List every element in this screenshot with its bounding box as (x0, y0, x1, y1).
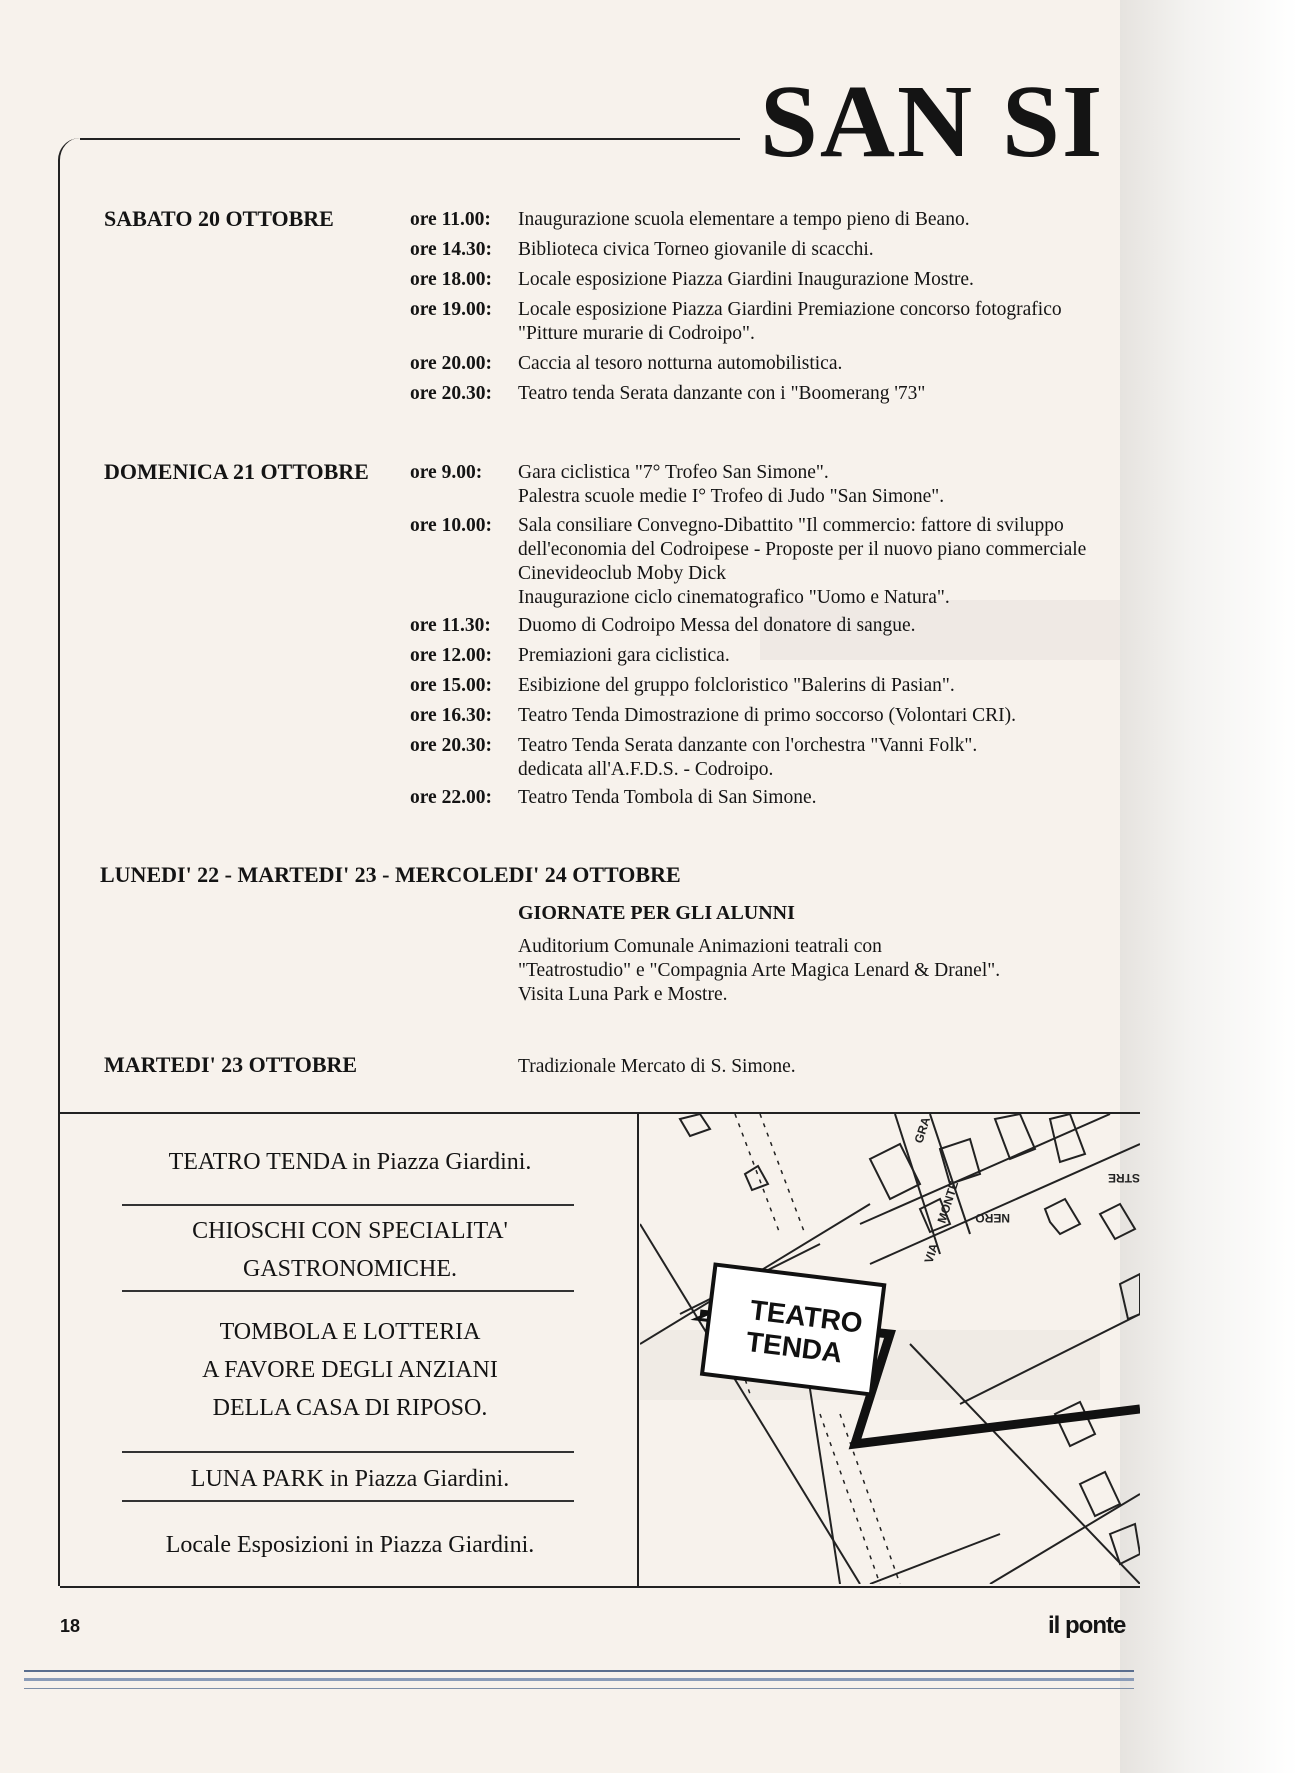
info-item: LUNA PARK in Piazza Giardini. (190, 1466, 510, 1492)
info-separator (122, 1204, 574, 1206)
info-item: TOMBOLA E LOTTERIA A FAVORE DEGLI ANZIANI DELLA CASA DI RIPOSO. (202, 1319, 498, 1421)
event-text: Teatro tenda Serata danzante con i "Boomerang '73" (518, 383, 926, 404)
event-row (410, 734, 1130, 782)
day-heading: SABATO 20 OTTOBRE (104, 206, 334, 231)
event-row (410, 704, 1130, 728)
info-box-divider (637, 1112, 639, 1586)
page-title: SAN SI (760, 64, 1105, 179)
event-text: Teatro Tenda Dimostrazione di primo soccorso (Volontari CRI). (518, 705, 1017, 726)
event-time: ore 22.00: (410, 787, 492, 808)
event-row (410, 268, 1130, 292)
info-item: Locale Esposizioni in Piazza Giardini. (165, 1532, 535, 1558)
info-box-bottom-rule (60, 1586, 1140, 1588)
event-text: Locale esposizione Piazza Giardini Premiazione concorso fotografico "Pitture murarie di Codroipo". (518, 299, 1062, 344)
event-text: Duomo di Codroipo Messa del donatore di sangue. (518, 615, 916, 636)
event-row (410, 298, 1130, 346)
event-text: Teatro Tenda Tombola di San Simone. (518, 787, 817, 808)
event-row (410, 786, 1130, 810)
map-street-label: VIA (921, 1241, 942, 1265)
event-time: ore 16.30: (410, 705, 492, 726)
event-time: ore 10.00: (410, 515, 492, 536)
footer-rule (24, 1670, 1134, 1672)
event-text: Esibizione del gruppo folcloristico "Balerins di Pasian". (518, 675, 955, 696)
map-street-label: STRE (1107, 1171, 1140, 1185)
event-row (410, 644, 1130, 668)
event-time: ore 11.30: (410, 615, 491, 636)
info-item: CHIOSCHI CON SPECIALITA' GASTRONOMICHE. (192, 1218, 508, 1282)
event-row (410, 461, 1130, 509)
magazine-logo: il ponte (1048, 1612, 1126, 1639)
event-text: Premiazioni gara ciclistica. (518, 645, 730, 666)
event-text: Biblioteca civica Torneo giovanile di scacchi. (518, 239, 874, 260)
event-time: ore 20.30: (410, 735, 492, 756)
footer-rule (24, 1688, 1134, 1689)
event-row (410, 514, 1130, 610)
event-text: Locale esposizione Piazza Giardini Inaugurazione Mostre. (518, 269, 974, 290)
event-time: ore 19.00: (410, 299, 492, 320)
info-separator (122, 1500, 574, 1502)
event-text: Teatro Tenda Serata danzante con l'orchestra "Vanni Folk". dedicata all'A.F.D.S. - Codroipo. (518, 735, 978, 780)
map-label-teatro: TEATRO (748, 1294, 865, 1339)
info-separator (122, 1451, 574, 1453)
event-time: ore 15.00: (410, 675, 492, 696)
day-heading: DOMENICA 21 OTTOBRE (104, 459, 369, 484)
map-street-label: NERO (975, 1211, 1010, 1225)
event-row (410, 674, 1130, 698)
info-separator (122, 1290, 574, 1292)
event-text: Inaugurazione scuola elementare a tempo pieno di Beano. (518, 209, 970, 230)
event-row (410, 382, 1130, 406)
page-edge-shadow (1120, 0, 1298, 1773)
map-street-label: GRA (911, 1115, 934, 1145)
event-row (410, 614, 1130, 638)
event-time: ore 9.00: (410, 462, 483, 483)
footer-rule (24, 1678, 1134, 1681)
street-map (640, 1114, 1140, 1584)
market-text: Tradizionale Mercato di S. Simone. (518, 1056, 796, 1077)
school-days-text: Auditorium Comunale Animazioni teatrali con "Teatrostudio" e "Compagnia Arte Magica Lenard & Dranel". Visita Luna Park e Mostre. (518, 936, 1001, 1005)
event-time: ore 20.00: (410, 353, 492, 374)
info-item: TEATRO TENDA in Piazza Giardini. (168, 1149, 532, 1175)
event-time: ore 18.00: (410, 269, 492, 290)
event-row (410, 208, 1130, 232)
event-time: ore 20.30: (410, 383, 492, 404)
event-time: ore 12.00: (410, 645, 492, 666)
school-days-subheading: GIORNATE PER GLI ALUNNI (518, 902, 795, 924)
location-map (640, 1114, 1140, 1584)
event-text: Sala consiliare Convegno-Dibattito "Il commercio: fattore di sviluppo dell'economia del Codroipese - Proposte per il nuovo piano commerciale Cinevideoclub Moby Dick Inaugurazione ciclo cinematografico "Uomo e Natura". (518, 515, 1087, 608)
event-time: ore 14.30: (410, 239, 492, 260)
day-heading: MARTEDI' 23 OTTOBRE (104, 1052, 358, 1077)
event-time: ore 11.00: (410, 209, 491, 230)
day-heading: LUNEDI' 22 - MARTEDI' 23 - MERCOLEDI' 24 OTTOBRE (100, 862, 681, 887)
event-text: Caccia al tesoro notturna automobilistica. (518, 353, 843, 374)
map-label-tenda: TENDA (744, 1325, 844, 1369)
page-number: 18 (60, 1616, 81, 1636)
event-row (410, 238, 1130, 262)
map-street-label: MONTE (934, 1179, 962, 1225)
event-row (410, 352, 1130, 376)
event-text: Gara ciclistica "7° Trofeo San Simone". Palestra scuole medie I° Trofeo di Judo "San Simone". (518, 462, 945, 507)
